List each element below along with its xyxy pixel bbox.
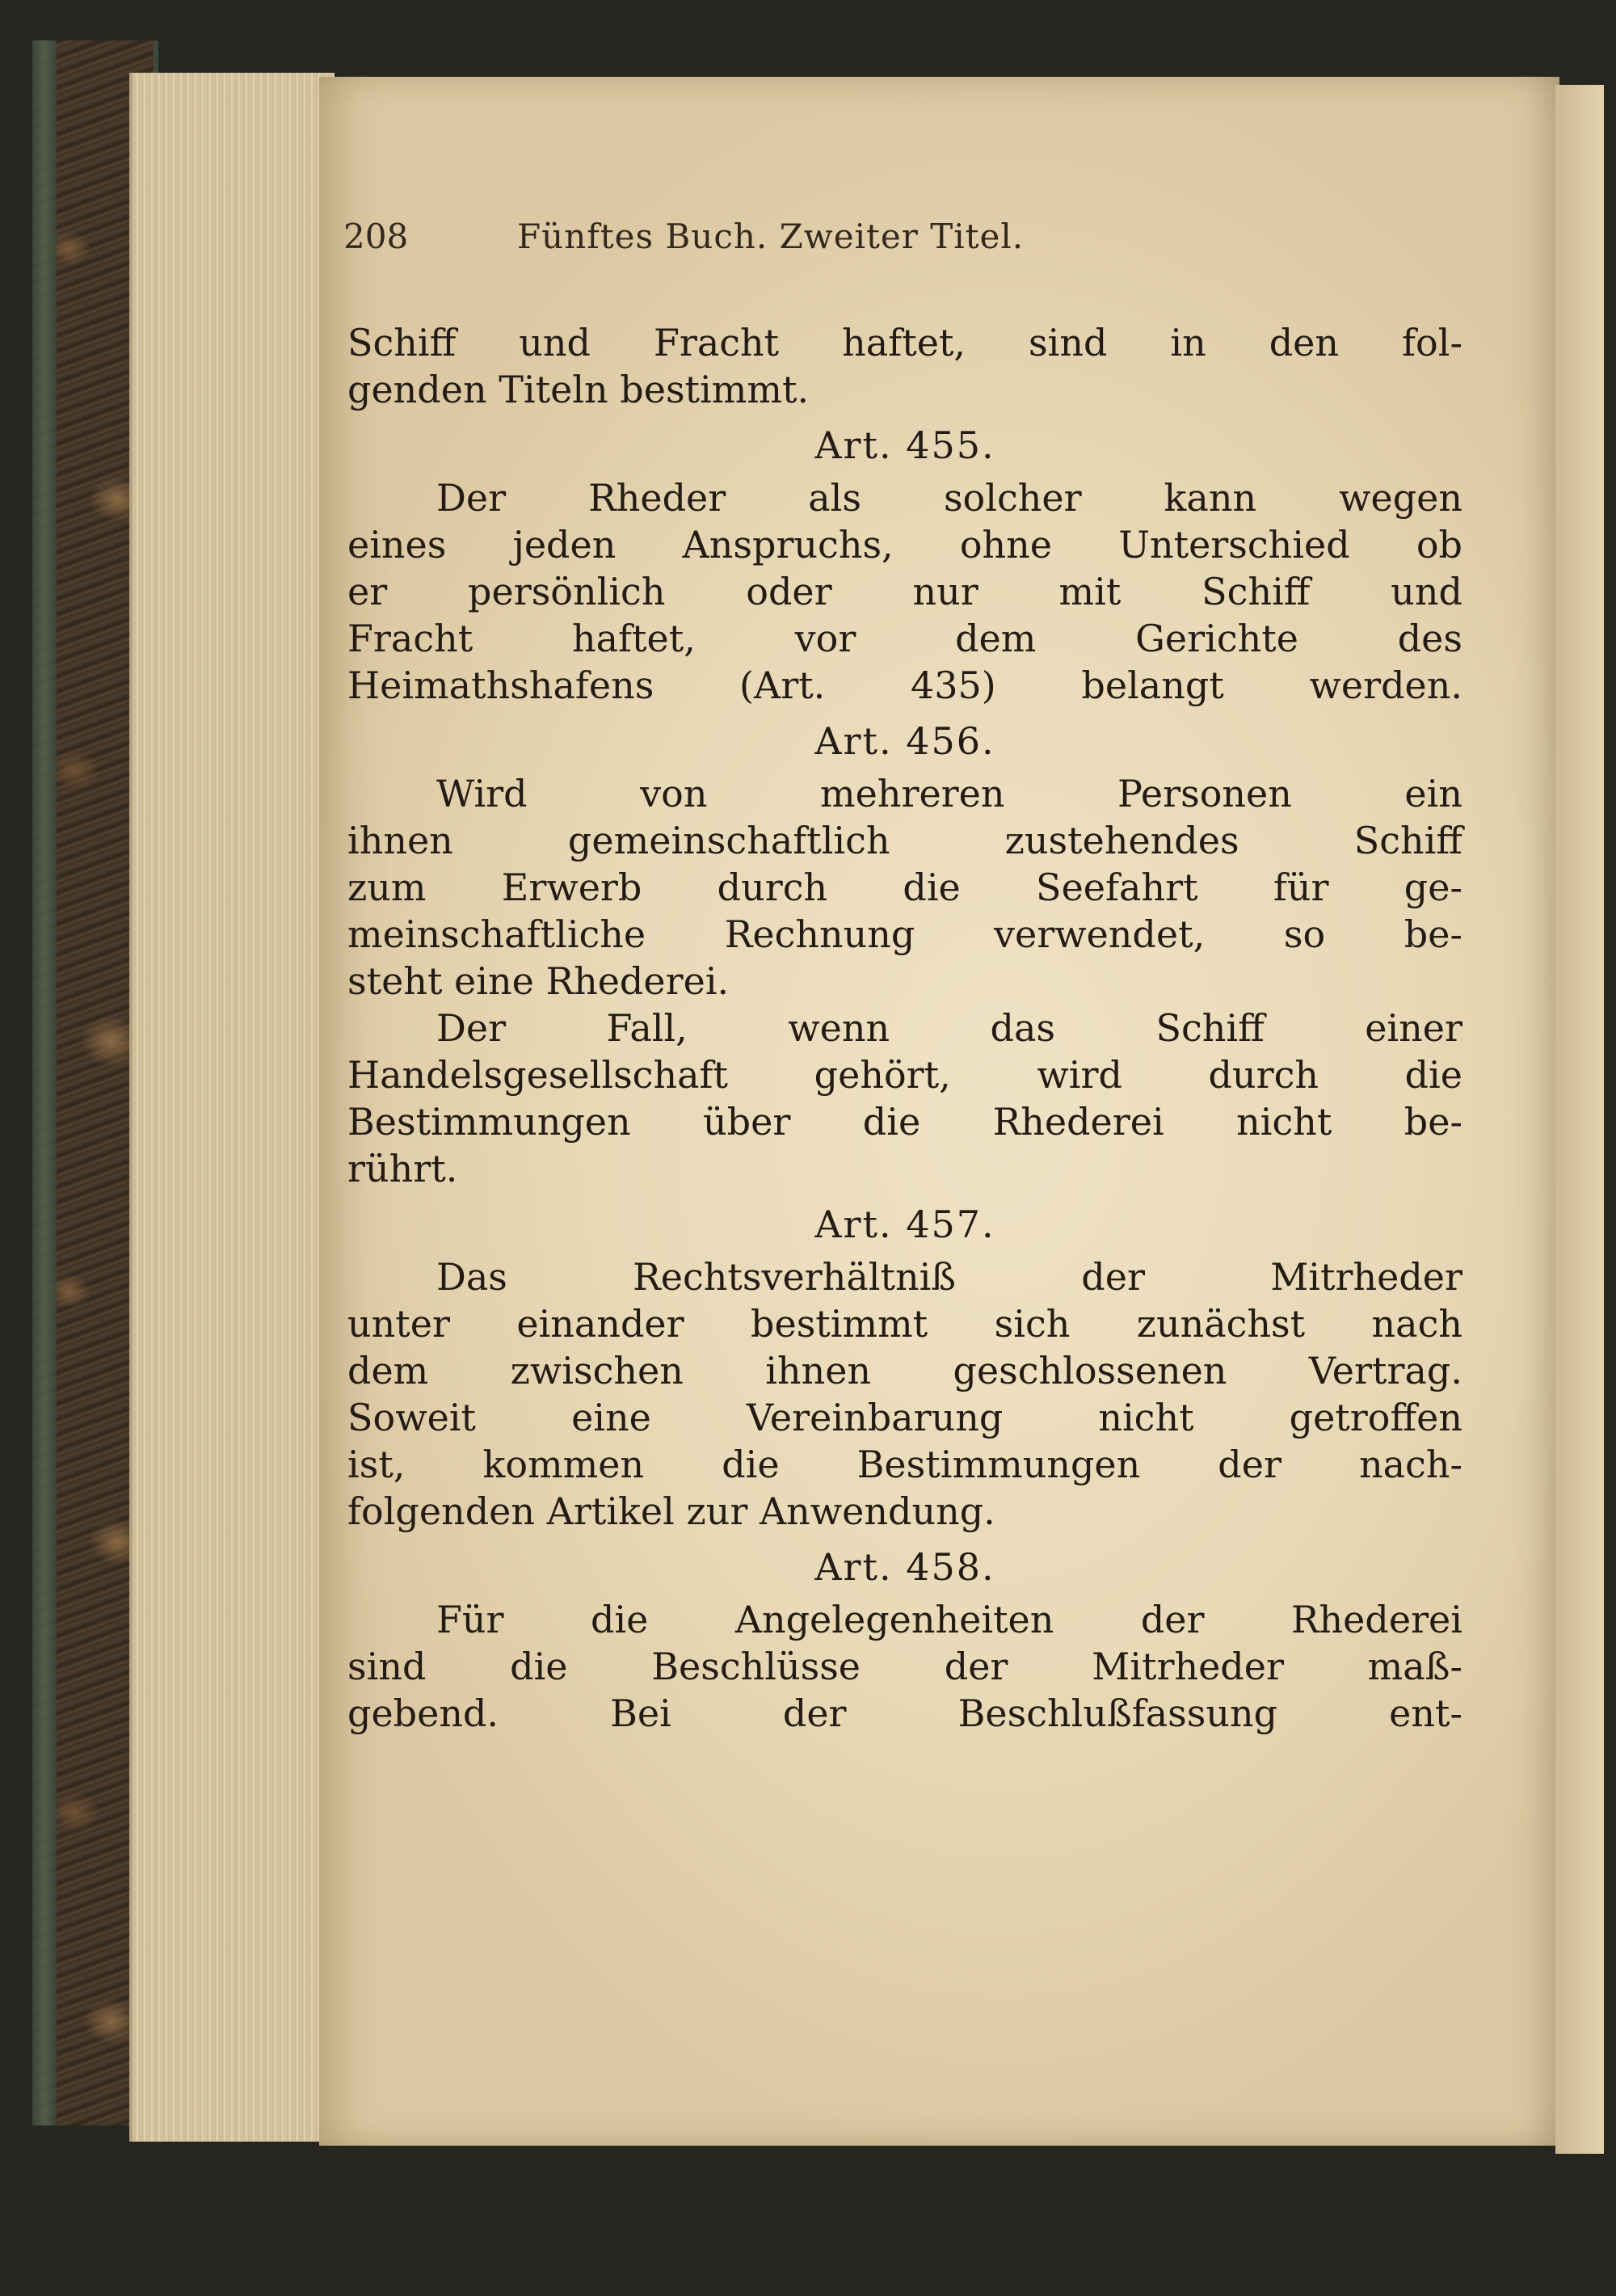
running-title: Fünftes Buch. Zweiter Titel. [517, 217, 1025, 256]
page-body [347, 319, 1462, 1737]
next-page-edge [1555, 85, 1604, 2154]
running-head [343, 217, 1345, 268]
text-line: Für die Angelegenheiten der Rhederei [436, 1598, 1462, 1641]
text-line: folgenden Artikel zur Anwendung. [347, 1489, 995, 1533]
text-line: Heimathshafens (Art. 435) belangt werden. [347, 664, 1462, 707]
text-line: gebend. Bei der Beschlußfassung ent- [347, 1691, 1462, 1735]
text-line: zum Erwerb durch die Seefahrt für ge- [347, 866, 1462, 909]
text-line: Der Fall, wenn das Schiff einer [436, 1006, 1462, 1050]
text-line: Wird von mehreren Personen ein [436, 772, 1462, 815]
cover-spine [32, 40, 57, 2125]
text-line: Der Rheder als solcher kann wegen [436, 476, 1462, 520]
text-line: Schiff und Fracht haftet, sind in den fol- [347, 321, 1462, 364]
text-line: Bestimmungen über die Rhederei nicht be- [347, 1100, 1462, 1144]
text-line: steht eine Rhederei. [347, 959, 730, 1003]
text-line: Fracht haftet, vor dem Gerichte des [347, 617, 1462, 660]
text-line: Das Rechtsverhältniß der Mitrheder [436, 1255, 1462, 1299]
text-line: ist, kommen die Bestimmungen der nach- [347, 1443, 1462, 1486]
text-line: unter einander bestimmt sich zunächst nach [347, 1302, 1462, 1346]
article-heading-458: Art. 458. [814, 1545, 995, 1589]
article-heading-457: Art. 457. [814, 1203, 995, 1246]
text-line: Soweit eine Vereinbarung nicht getroffen [347, 1396, 1462, 1439]
text-line: meinschaftliche Rechnung verwendet, so be- [347, 912, 1462, 956]
text-line: er persönlich oder nur mit Schiff und [347, 570, 1462, 613]
page-edges [129, 73, 335, 2142]
article-heading-456: Art. 456. [814, 719, 995, 763]
text-line: dem zwischen ihnen geschlossenen Vertrag. [347, 1349, 1462, 1392]
text-line: rührt. [347, 1147, 458, 1190]
text-line: genden Titeln bestimmt. [347, 368, 810, 411]
text-line: sind die Beschlüsse der Mitrheder maß- [347, 1645, 1462, 1688]
text-line: ihnen gemeinschaftlich zustehendes Schiff [347, 819, 1462, 862]
text-line: eines jeden Anspruchs, ohne Unterschied ob [347, 523, 1462, 567]
page-number: 208 [343, 217, 409, 256]
article-heading-455: Art. 455. [814, 423, 995, 467]
text-line: Handelsgesellschaft gehört, wird durch die [347, 1053, 1462, 1097]
